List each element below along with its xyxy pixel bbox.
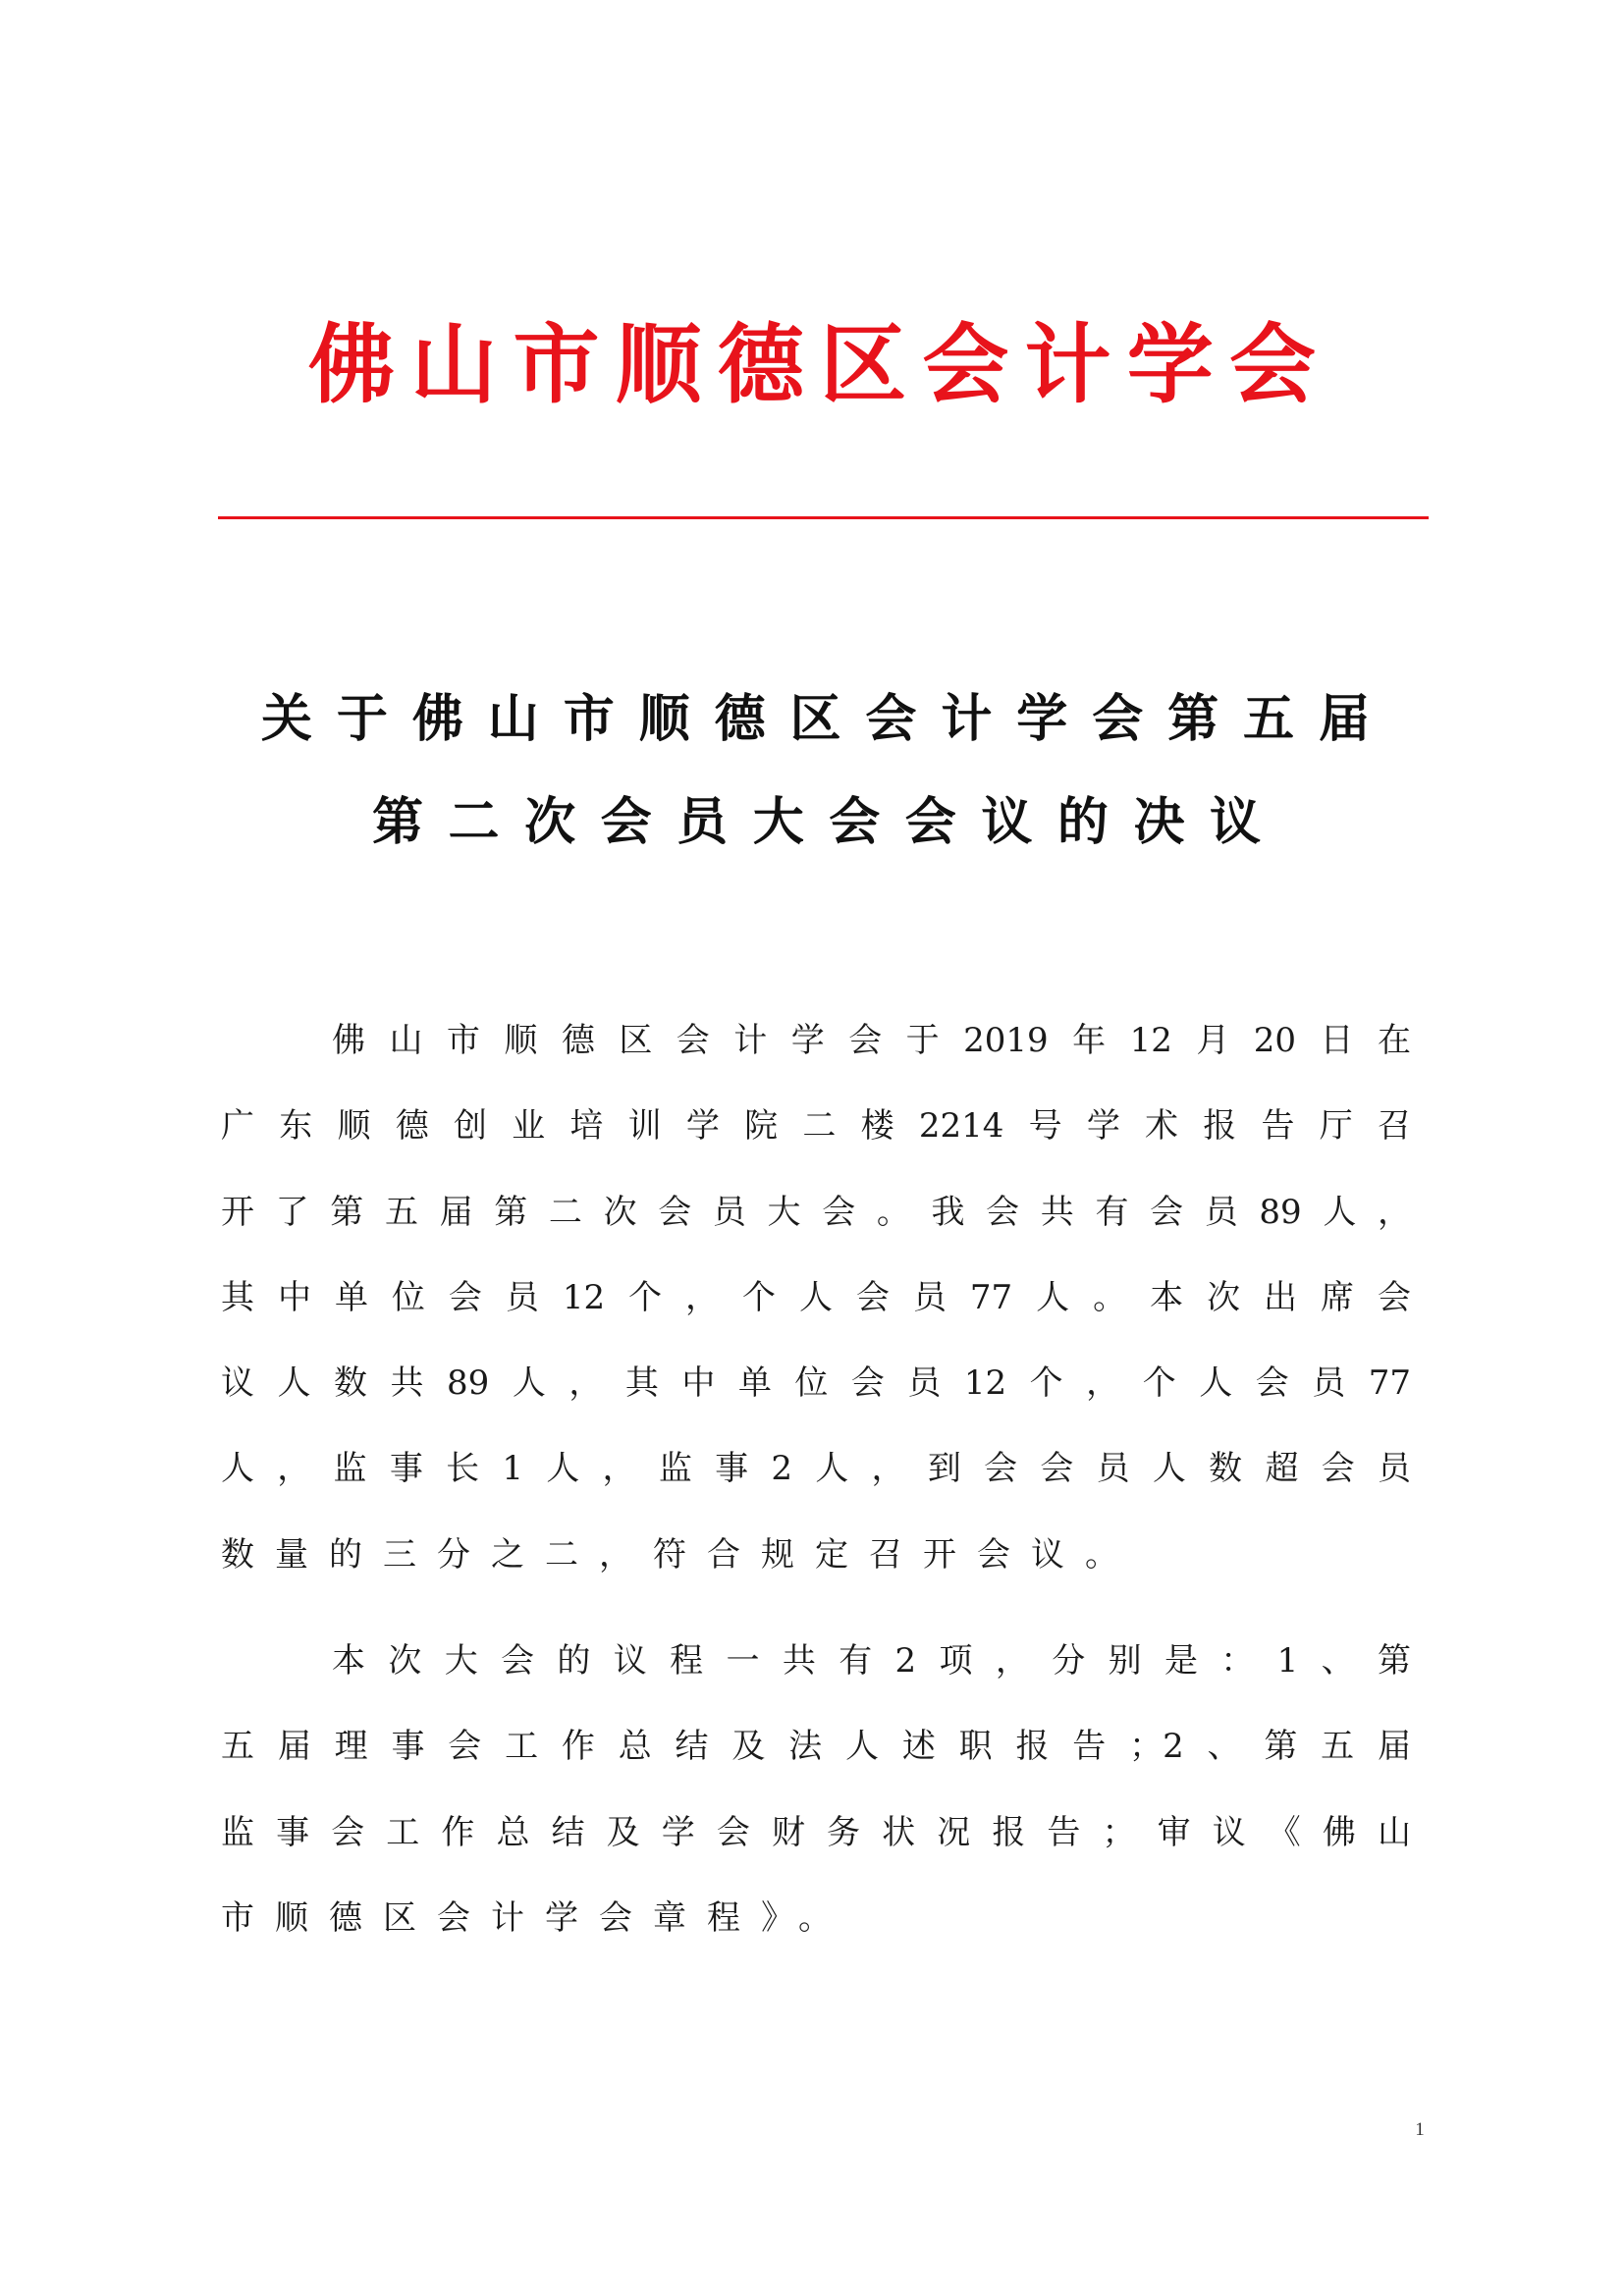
paragraph-line: 市顺德区会计学会章程》。 — [221, 1897, 852, 1938]
paragraph-line: 本次大会的议程一共有2项，分别是：1、第 — [332, 1641, 1411, 1681]
paragraph-line: 佛山市顺德区会计学会于2019年12月20日在 — [332, 1021, 1411, 1060]
body-paragraph-1 — [221, 998, 1411, 1598]
document-title-line-1: 关于佛山市顺德区会计学会第五届 — [261, 690, 1370, 749]
paragraph-line: 监事会工作总结及学会财务状况报告；审议《佛山 — [221, 1812, 1411, 1852]
paragraph-line: 其中单位会员12个，个人会员77人。本次出席会 — [221, 1277, 1411, 1317]
red-header-rule — [218, 516, 1429, 519]
paragraph-line: 五届理事会工作总结及法人述职报告；2、第五届 — [221, 1727, 1411, 1767]
paragraph-line: 人，监事长1人，监事2人，到会会员人数超会员 — [221, 1449, 1411, 1489]
paragraph-line: 开了第五届第二次会员大会。我会共有会员89人， — [221, 1192, 1411, 1232]
document-title-line-2: 第二次会员大会会议的决议 — [372, 793, 1261, 852]
paragraph-line: 议人数共89人，其中单位会员12个，个人会员77 — [221, 1363, 1411, 1404]
organization-header: 佛山市顺德区会计学会 — [308, 314, 1316, 415]
paragraph-line: 数量的三分之二，符合规定召开会议。 — [221, 1534, 1139, 1575]
paragraph-line: 广东顺德创业培训学院二楼2214号学术报告厅召 — [221, 1106, 1411, 1147]
page-number: 1 — [1415, 2119, 1425, 2140]
body-paragraph-2 — [221, 1619, 1411, 1961]
